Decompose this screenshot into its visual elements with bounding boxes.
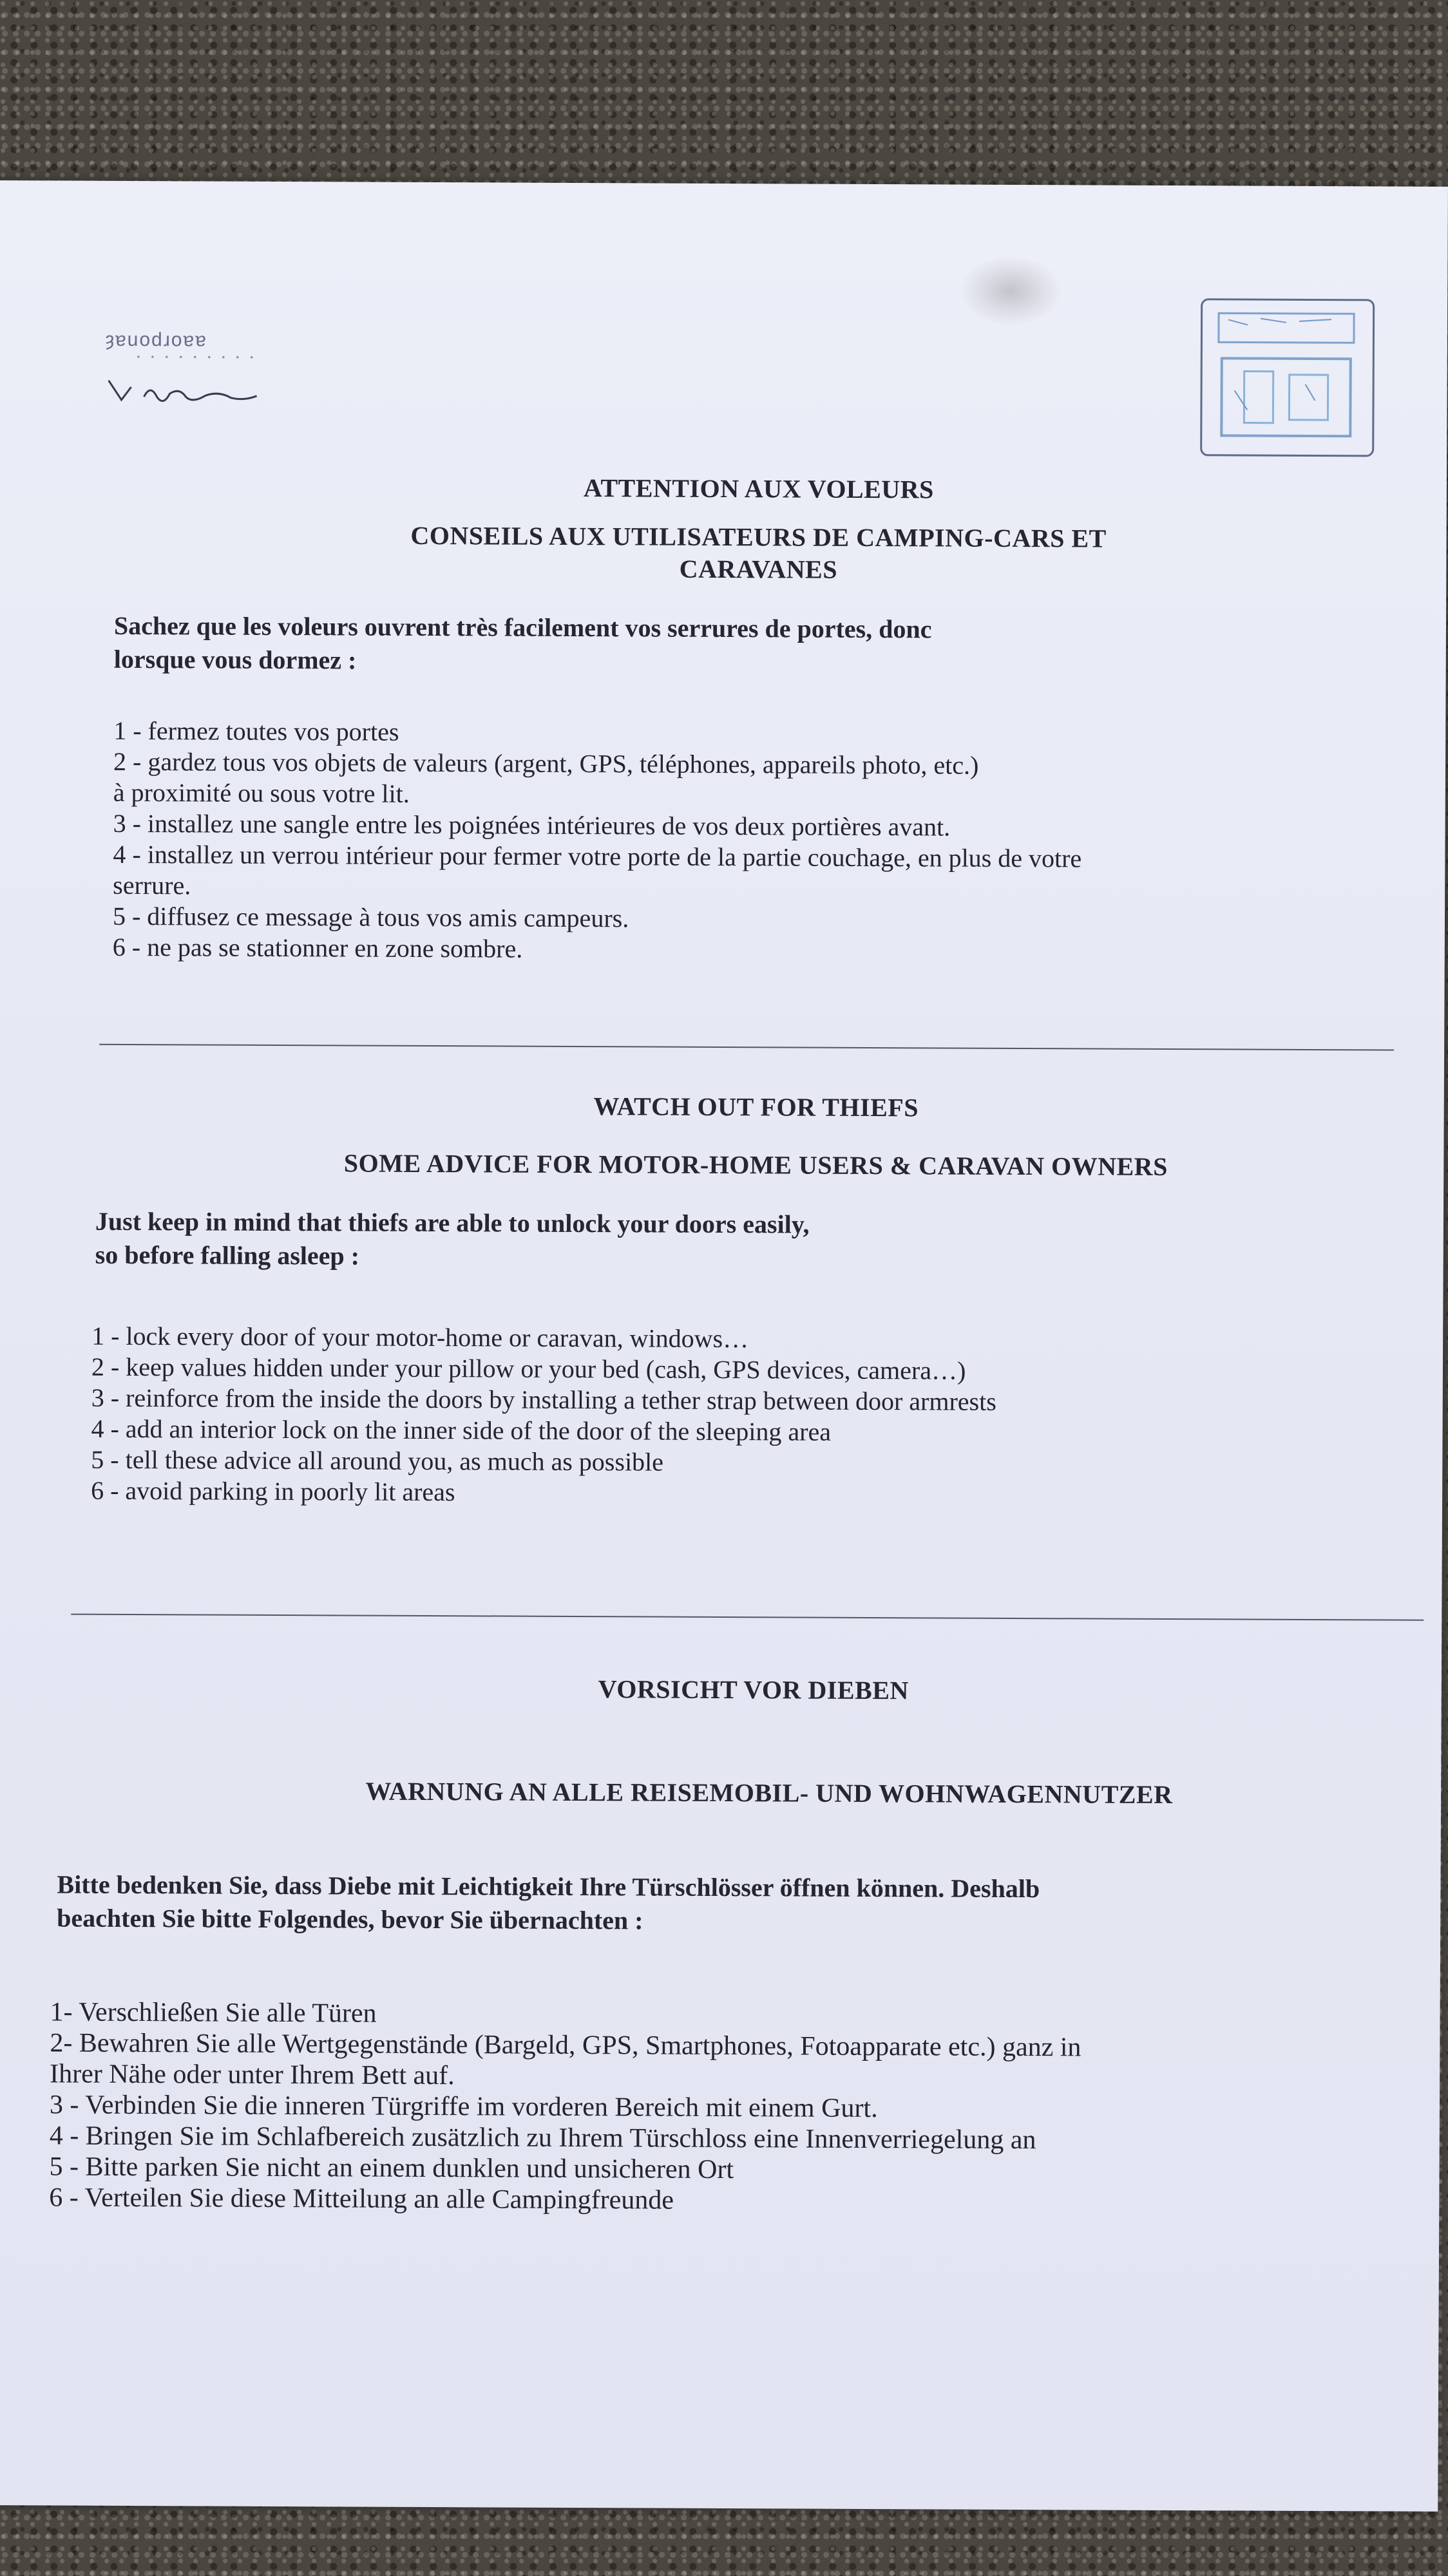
- list-item-text: 6 - avoid parking in poorly lit areas: [91, 1475, 455, 1507]
- english-title: WATCH OUT FOR THIEFS: [593, 1092, 919, 1122]
- german-intro-line2: beachten Sie bitte Folgendes, bevor Sie übernachten :: [57, 1903, 643, 1935]
- section-divider: [99, 1044, 1394, 1051]
- list-item-text: 3 - reinforce from the inside the doors by installing a tether strap between door armrests: [91, 1383, 996, 1416]
- list-item-text: 2- Bewahren Sie alle Wertgegenstände (Bargeld, GPS, Smartphones, Fotoapparate etc.) ganz in: [50, 2028, 1081, 2063]
- french-intro-line1: Sachez que les voleurs ouvrent très facilement vos serrures de portes, donc: [113, 611, 932, 644]
- list-item-continuation: serrure.: [113, 870, 191, 900]
- english-subtitle: SOME ADVICE FOR MOTOR-HOME USERS & CARAVAN OWNERS: [343, 1148, 1168, 1182]
- german-title: VORSICHT VOR DIEBEN: [598, 1674, 909, 1705]
- list-item-text: 3 - Verbinden Sie die inneren Türgriffe im vorderen Bereich mit einem Gurt.: [49, 2090, 878, 2124]
- list-item-text: 5 - diffusez ce message à tous vos amis campeurs.: [112, 901, 629, 933]
- list-item: [91, 1475, 1347, 1512]
- german-intro: [57, 1868, 1409, 1940]
- logo-dots: [131, 355, 260, 359]
- list-item-continuation: Ihrer Nähe oder unter Ihrem Bett auf.: [50, 2059, 455, 2091]
- list-item: [113, 808, 1350, 844]
- english-advice-list: [91, 1321, 1348, 1512]
- list-item-text: 1- Verschließen Sie alle Türen: [50, 1997, 377, 2029]
- french-advice-list: [113, 715, 1351, 968]
- logo-signature-icon: [105, 374, 298, 413]
- list-item: [91, 1414, 1347, 1450]
- french-title: ATTENTION AUX VOLEURS: [583, 473, 934, 504]
- list-item: [113, 839, 1349, 906]
- list-item-text: 5 - tell these advice all around you, as much as possible: [91, 1444, 664, 1477]
- list-item-text: 3 - installez une sangle entre les poignées intérieures de vos deux portières avant.: [113, 808, 951, 842]
- company-logo: [105, 329, 312, 413]
- list-item-text: 4 - installez un verrou intérieur pour fermer votre porte de la partie couchage, en plus de votre: [113, 839, 1082, 873]
- list-item: [91, 1383, 1348, 1419]
- french-subtitle-line1: CONSEILS AUX UTILISATEURS DE CAMPING-CARS ET: [410, 520, 1107, 553]
- list-item-text: 4 - Bringen Sie im Schlafbereich zusätzlich zu Ihrem Türschloss eine Innenverriegelung an: [49, 2121, 1036, 2155]
- list-item: [113, 746, 1350, 813]
- list-item: [91, 1352, 1348, 1388]
- french-intro: [114, 609, 1338, 681]
- list-item-text: 5 - Bitte parken Sie nicht an einem dunklen und unsicheren Ort: [49, 2152, 734, 2185]
- list-item-text: 4 - add an interior lock on the inner side of the door of the sleeping area: [91, 1414, 832, 1446]
- english-intro: [95, 1205, 1319, 1277]
- list-item-text: 6 - Verteilen Sie diese Mitteilung an alle Campingfreunde: [49, 2183, 674, 2215]
- german-intro-line1: Bitte bedenken Sie, dass Diebe mit Leichtigkeit Ihre Türschlösser öffnen können. Deshalb: [57, 1870, 1040, 1904]
- english-intro-line2: so before falling asleep :: [95, 1240, 360, 1271]
- list-item-text: 2 - keep values hidden under your pillow or your bed (cash, GPS devices, camera…): [91, 1352, 966, 1385]
- list-item-continuation: à proximité ou sous votre lit.: [113, 777, 410, 808]
- english-intro-line1: Just keep in mind that thiefs are able to unlock your doors easily,: [95, 1206, 810, 1239]
- list-item-text: 1 - lock every door of your motor-home or caravan, windows…: [91, 1321, 749, 1354]
- german-subtitle: WARNUNG AN ALLE REISEMOBIL- UND WOHNWAGENNUTZER: [365, 1776, 1173, 1810]
- list-item: [113, 715, 1350, 752]
- list-item-text: 6 - ne pas se stationner en zone sombre.: [112, 932, 523, 963]
- list-item: [91, 1444, 1347, 1481]
- section-divider: [71, 1614, 1424, 1621]
- list-item: [91, 1321, 1348, 1358]
- list-item: [113, 932, 1349, 968]
- french-subtitle-line2: CARAVANES: [679, 554, 838, 584]
- list-item: [49, 2182, 1408, 2219]
- list-item-text: 1 - fermez toutes vos portes: [113, 715, 399, 746]
- logo-name: ȝɐuodɹoɐɐ: [105, 328, 207, 351]
- list-item: [50, 2027, 1409, 2095]
- stain-mark: [959, 256, 1062, 327]
- paper-sheet: [0, 180, 1448, 2512]
- stamp-image: [1200, 298, 1375, 457]
- list-item: [113, 901, 1349, 937]
- french-intro-line2: lorsque vous dormez :: [113, 644, 357, 675]
- german-advice-list: [49, 1996, 1409, 2219]
- list-item-text: 2 - gardez tous vos objets de valeurs (argent, GPS, téléphones, appareils photo, etc.): [113, 746, 979, 780]
